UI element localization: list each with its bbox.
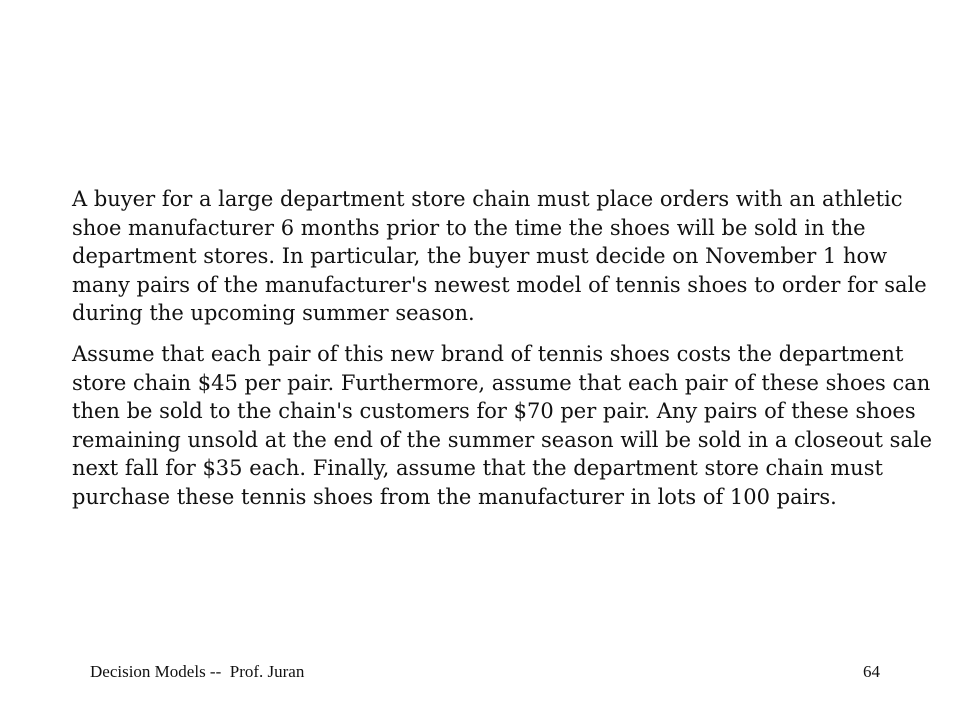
text-line: store chain $45 per pair. Furthermore, assume that each pair of these shoes can: [72, 370, 931, 395]
page-number: 64: [863, 662, 880, 681]
text-line: department stores. In particular, the buyer must decide on November 1 how: [72, 244, 888, 269]
text-line: Assume that each pair of this new brand of tennis shoes costs the department: [72, 341, 904, 366]
footer-course-title: Decision Models -- Prof. Juran: [90, 662, 305, 681]
text-line: purchase these tennis shoes from the manufacturer in lots of 100 pairs.: [72, 484, 837, 509]
text-line: many pairs of the manufacturer's newest model of tennis shoes to order for sale: [72, 272, 927, 297]
paragraph-problem-setup: [72, 185, 927, 328]
slide-body: [72, 185, 933, 512]
text-line: remaining unsold at the end of the summer season will be sold in a closeout sale: [72, 427, 933, 452]
text-line: next fall for $35 each. Finally, assume that the department store chain must: [72, 456, 883, 481]
text-line: A buyer for a large department store chain must place orders with an athletic: [72, 187, 903, 211]
paragraph-cost-assumptions: [72, 340, 933, 512]
text-line: during the upcoming summer season.: [72, 301, 475, 326]
text-line: then be sold to the chain's customers for $70 per pair. Any pairs of these shoes: [72, 399, 916, 424]
text-line: shoe manufacturer 6 months prior to the time the shoes will be sold in the: [72, 215, 866, 240]
